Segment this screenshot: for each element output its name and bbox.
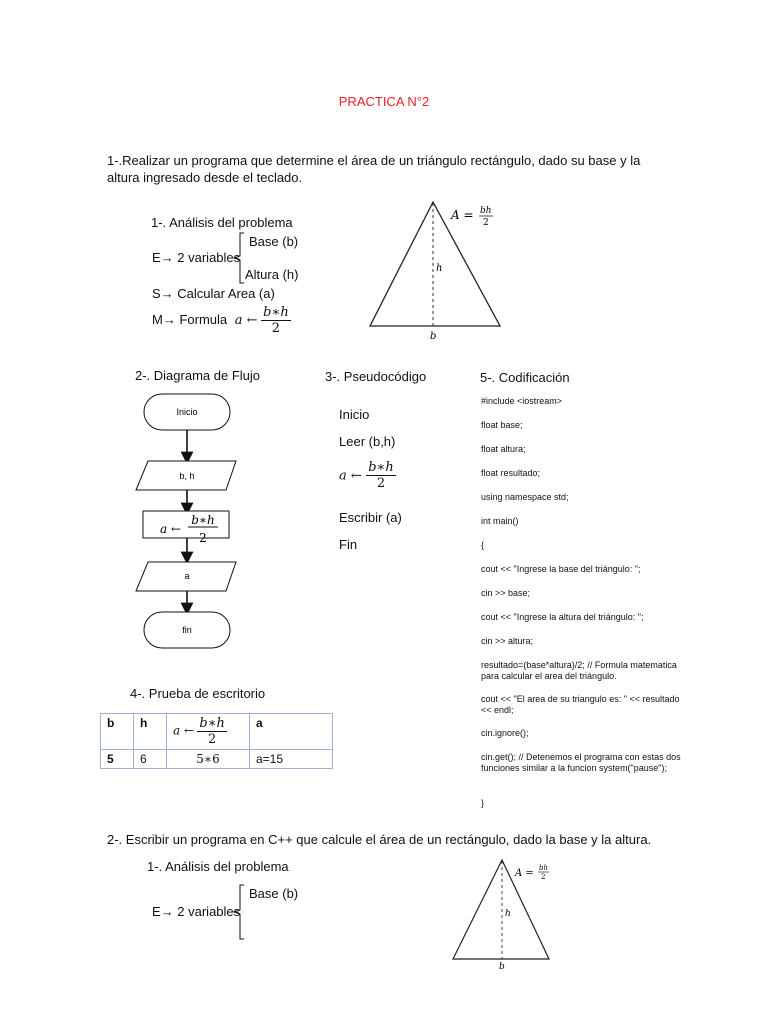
end-label: fin xyxy=(182,625,192,635)
formula-denominator: 2 xyxy=(271,321,281,336)
cell-formula xyxy=(167,750,250,769)
pseudo-line-escribir: Escribir (a) xyxy=(339,510,402,525)
triangle-2-area-lhs: A = xyxy=(515,868,534,879)
start-label: Inicio xyxy=(176,407,198,417)
header-formula-lhs: a ← xyxy=(173,723,195,738)
test-title: 4-. Prueba de escritorio xyxy=(130,686,266,701)
analysis-title: 1-. Análisis del problema xyxy=(151,215,293,230)
flowchart xyxy=(130,390,250,658)
code-line: using namespace std; xyxy=(481,492,569,502)
code-line: cout << "Ingrese la base del triángulo: "; xyxy=(481,564,641,574)
triangle-2-shape xyxy=(453,860,549,959)
code-line: cin >> base; xyxy=(481,588,531,598)
code-line: float base; xyxy=(481,420,523,430)
pseudo-formula-num: b∗h xyxy=(368,460,394,475)
pseudo-line-inicio: Inicio xyxy=(339,407,370,422)
code-line: float resultado; xyxy=(481,468,541,478)
header-a: a xyxy=(250,714,333,750)
code-line: cout << "El area de su triangulo es: " << resultado << endl; xyxy=(481,694,680,715)
altura-label: Altura (h) xyxy=(245,267,299,282)
triangle-area-lhs: A = xyxy=(451,208,474,222)
code-line: resultado=(base*altura)/2; // Formula matematica para calcular el area del triángulo. xyxy=(481,660,677,681)
code-listing xyxy=(481,396,691,810)
desk-test-table xyxy=(100,713,333,769)
header-formula-num: b∗h xyxy=(199,716,225,731)
flow-title: 2-. Diagrama de Flujo xyxy=(135,368,260,383)
output-label: S→ Calcular Area (a) xyxy=(152,286,275,301)
code-title: 5-. Codificación xyxy=(480,370,570,385)
output-label: a xyxy=(184,571,190,581)
code-line: int main() xyxy=(481,516,519,526)
triangle-diagram-2 xyxy=(445,855,565,975)
header-formula-fraction xyxy=(197,716,227,747)
process-den: 2 xyxy=(199,531,207,545)
triangle-diagram xyxy=(360,195,520,345)
formula-lhs: a ← xyxy=(234,312,258,328)
code-line: cin.get(); // Detenemos el programa con estas dos funciones similar a la funcion system("pause"); xyxy=(481,752,681,773)
exercise-2-statement: 2-. Escribir un programa en C++ que calcule el área de un rectángulo, dado la base y la altura. xyxy=(107,832,652,847)
code-line: #include <iostream> xyxy=(481,396,563,406)
pseudo-line-fin: Fin xyxy=(339,537,358,552)
process-num: b∗h xyxy=(191,513,215,527)
triangle-2-area-num: bh xyxy=(539,864,548,872)
code-line: float altura; xyxy=(481,444,526,454)
code-line: } xyxy=(481,798,485,808)
header-h: h xyxy=(134,714,167,750)
code-line: cout << "Ingrese la altura del triángulo: "; xyxy=(481,612,644,622)
triangle-h-label: h xyxy=(436,263,443,274)
process-lhs: a ← xyxy=(160,522,182,536)
exercise-1-statement: 1-.Realizar un programa que determine el área de un triángulo rectángulo, dado su base y la altura ingresado desde el teclado. xyxy=(107,153,641,185)
base-2-label: Base (b) xyxy=(249,886,299,901)
cell-formula-num: 5∗6 xyxy=(196,752,220,766)
process-box xyxy=(143,511,229,538)
header-b: b xyxy=(101,714,134,750)
method-label: M→ Formula xyxy=(152,311,228,327)
cell-a: a=15 xyxy=(250,750,333,769)
input-variables-2-label: E→ 2 variables xyxy=(152,904,241,919)
input-variables-label: E→ 2 variables xyxy=(152,250,241,265)
table-row xyxy=(101,750,333,769)
cell-b: 5 xyxy=(101,750,134,769)
base-label: Base (b) xyxy=(249,234,299,249)
header-formula-den: 2 xyxy=(208,732,217,747)
pseudo-formula xyxy=(339,460,396,491)
brace-bracket-2 xyxy=(232,884,246,940)
triangle-area-num: bh xyxy=(480,206,492,216)
pseudo-title: 3-. Pseudocódigo xyxy=(325,369,427,384)
pseudo-formula-fraction xyxy=(366,460,396,491)
pseudo-line-leer: Leer (b,h) xyxy=(339,434,396,449)
header-formula xyxy=(167,714,250,750)
brace-bracket xyxy=(232,232,246,284)
formula-row xyxy=(152,305,291,336)
pseudo-formula-den: 2 xyxy=(376,476,386,491)
triangle-shape xyxy=(370,202,500,326)
input-label: b, h xyxy=(179,471,195,481)
table-header-row xyxy=(101,714,333,750)
triangle-2-area-den: 2 xyxy=(541,873,546,881)
code-line: cin.ignore(); xyxy=(481,728,529,738)
formula-fraction xyxy=(261,305,291,336)
pseudo-formula-lhs: a ← xyxy=(339,468,362,484)
triangle-area-den: 2 xyxy=(483,218,489,228)
triangle-b-label: b xyxy=(430,331,437,342)
cell-h: 6 xyxy=(134,750,167,769)
formula-numerator: b∗h xyxy=(263,305,289,320)
code-line: { xyxy=(481,540,485,550)
triangle-2-b-label: b xyxy=(499,962,505,972)
analysis-2-title: 1-. Análisis del problema xyxy=(147,859,289,874)
code-line: cin >> altura; xyxy=(481,636,534,646)
triangle-2-h-label: h xyxy=(505,909,511,919)
desk-test-table-wrap xyxy=(100,713,333,771)
page-title: PRACTICA N°2 xyxy=(338,94,430,109)
